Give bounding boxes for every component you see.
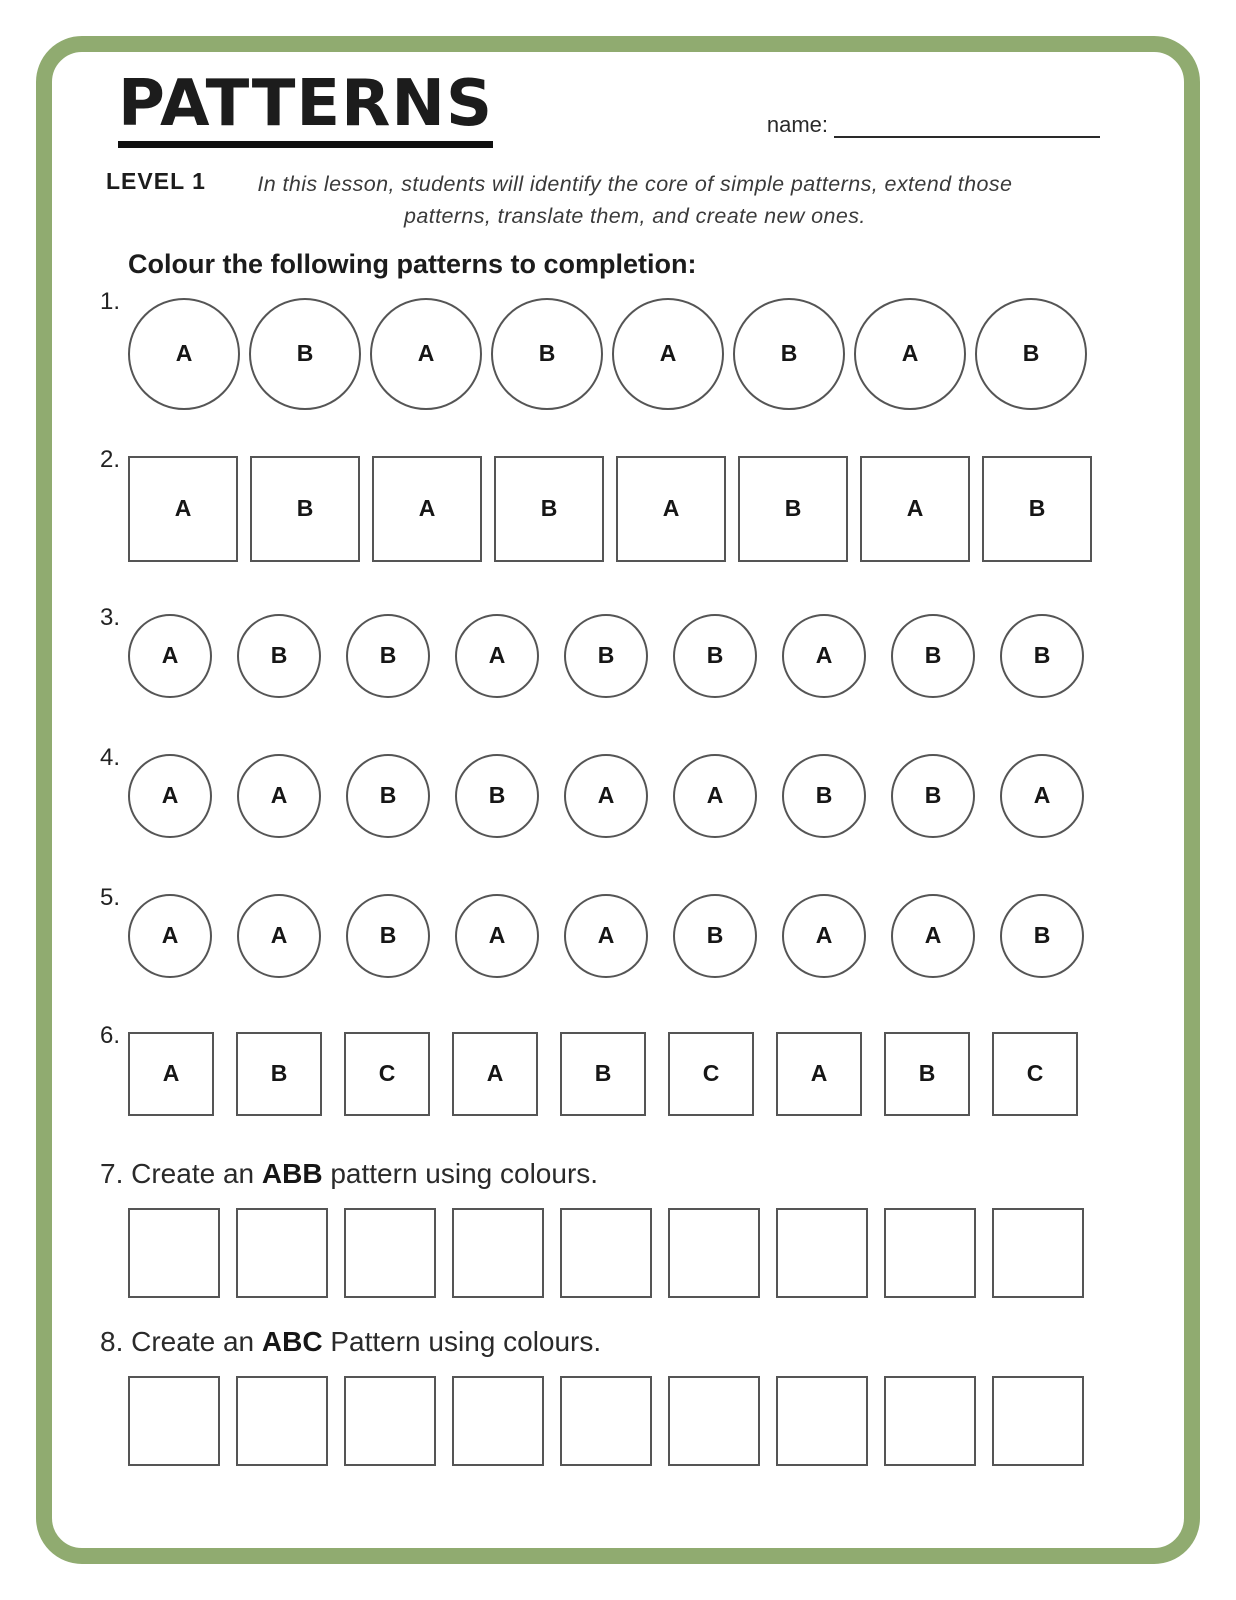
shape-letter: A [906,495,924,521]
empty-colour-box [344,1208,436,1298]
shape-letter: B [815,782,833,808]
circle-cell [564,754,648,838]
circle-cell [673,614,757,698]
shape-letter: B [296,495,314,521]
shape-letter: B [1033,642,1051,668]
shape-letter: B [918,1060,936,1086]
empty-colour-box [128,1208,220,1298]
empty-colour-box [992,1376,1084,1466]
shape-letter: A [662,495,680,521]
shape-letter: A [815,642,833,668]
circle-cell [564,614,648,698]
square-cell [560,1032,646,1116]
shape-track [128,614,1100,698]
shape-track [128,1032,1100,1116]
circle-cell [346,754,430,838]
task-instruction [100,1326,1100,1358]
empty-colour-box [560,1376,652,1466]
row-number: 6. [100,1021,121,1049]
shape-letter: A [924,922,942,948]
shape-letter: C [1026,1060,1044,1086]
shape-letter: A [706,782,724,808]
shape-letter: B [540,495,558,521]
pattern-row [100,883,1100,978]
worksheet-content [100,67,1100,1494]
circle-cell [128,298,240,410]
task-suffix: Pattern using colours. [330,1325,602,1357]
circle-cell [128,894,212,978]
empty-colour-box [452,1376,544,1466]
shape-track [128,894,1100,978]
circle-cell [346,614,430,698]
square-cell [128,1032,214,1116]
shape-letter: B [1022,340,1040,366]
circle-cell [491,298,603,410]
circle-cell [1000,894,1084,978]
row-number: 5. [100,883,121,911]
shape-letter: B [597,642,615,668]
square-cell [452,1032,538,1116]
shape-letter: B [1033,922,1051,948]
task-boxes [128,1376,1100,1466]
task-number: 8. [100,1325,124,1357]
shape-letter: B [488,782,506,808]
task-prefix: Create an [131,1157,255,1189]
row-number: 2. [100,445,121,473]
shape-letter: B [924,782,942,808]
shape-letter: B [780,340,798,366]
circle-cell [237,614,321,698]
square-cell [992,1032,1078,1116]
circle-cell [975,298,1087,410]
circle-cell [455,894,539,978]
shape-letter: A [488,642,506,668]
shape-track [128,456,1100,562]
circle-cell [673,754,757,838]
task-suffix: pattern using colours. [330,1157,599,1189]
circle-cell [455,614,539,698]
instruction-heading: Colour the following patterns to completion: [128,248,697,279]
shape-letter: B [594,1060,612,1086]
task-pattern-name: ABB [261,1157,323,1189]
shape-letter: A [161,922,179,948]
shape-letter: A [161,642,179,668]
circle-cell [782,754,866,838]
square-cell [128,456,238,562]
shape-letter: B [784,495,802,521]
circle-cell [612,298,724,410]
empty-colour-box [452,1208,544,1298]
shape-letter: B [379,642,397,668]
shape-letter: A [270,782,288,808]
circle-cell [1000,614,1084,698]
empty-colour-box [776,1208,868,1298]
circle-cell [128,614,212,698]
circle-cell [891,614,975,698]
square-cell [372,456,482,562]
shape-letter: A [161,782,179,808]
task-instruction [100,1158,1100,1190]
circle-cell [346,894,430,978]
empty-colour-box [344,1376,436,1466]
lesson-description: In this lesson, students will identify the core of simple patterns, extend those patterns, translate them, and create new ones. [257,172,1013,229]
circle-cell [128,754,212,838]
circle-cell [782,894,866,978]
square-cell [738,456,848,562]
shape-letter: B [379,922,397,948]
empty-colour-box [560,1208,652,1298]
circle-cell [891,894,975,978]
shape-track [128,298,1100,410]
shape-letter: A [597,922,615,948]
empty-colour-box [884,1376,976,1466]
shape-letter: A [810,1060,828,1086]
create-task [100,1326,1100,1466]
shape-letter: A [162,1060,180,1086]
shape-letter: A [815,922,833,948]
circle-cell [249,298,361,410]
empty-colour-box [776,1376,868,1466]
shape-letter: B [296,340,314,366]
square-cell [236,1032,322,1116]
shape-letter: A [418,495,436,521]
shape-letter: A [270,922,288,948]
shape-letter: B [270,642,288,668]
shape-letter: B [270,1060,288,1086]
row-number: 3. [100,603,121,631]
pattern-row [100,1021,1100,1116]
shape-letter: B [538,340,556,366]
pattern-row [100,743,1100,838]
shape-letter: A [659,340,677,366]
shape-letter: A [417,340,435,366]
square-cell [776,1032,862,1116]
shape-letter: B [924,642,942,668]
shape-letter: A [597,782,615,808]
level-section [100,168,1100,233]
empty-colour-box [668,1208,760,1298]
pattern-row [100,287,1100,410]
shape-letter: A [174,495,192,521]
shape-letter: A [486,1060,504,1086]
circle-cell [1000,754,1084,838]
task-pattern-name: ABC [261,1325,323,1357]
pattern-row [100,445,1100,562]
circle-cell [237,894,321,978]
square-cell [616,456,726,562]
circle-cell [782,614,866,698]
shape-letter: A [1033,782,1051,808]
empty-colour-box [236,1376,328,1466]
circle-cell [733,298,845,410]
name-fill-line [834,118,1100,138]
row-number: 4. [100,743,121,771]
task-boxes [128,1208,1100,1298]
row-number: 1. [100,287,121,315]
shape-letter: B [379,782,397,808]
empty-colour-box [128,1376,220,1466]
shape-letter: A [175,340,193,366]
empty-colour-box [884,1208,976,1298]
circle-cell [854,298,966,410]
square-cell [860,456,970,562]
header [100,67,1100,148]
shape-letter: B [706,642,724,668]
square-cell [344,1032,430,1116]
empty-colour-box [992,1208,1084,1298]
empty-colour-box [236,1208,328,1298]
task-number: 7. [100,1157,124,1189]
task-prefix: Create an [131,1325,255,1357]
circle-cell [891,754,975,838]
empty-colour-box [668,1376,760,1466]
shape-letter: A [901,340,919,366]
shape-letter: B [1028,495,1046,521]
circle-cell [370,298,482,410]
square-cell [250,456,360,562]
page-title: PATTERNS [118,72,493,148]
name-label: name: [766,112,828,137]
circle-cell [673,894,757,978]
square-cell [982,456,1092,562]
circle-cell [455,754,539,838]
level-label: LEVEL 1 [106,168,206,194]
create-task [100,1158,1100,1298]
square-cell [884,1032,970,1116]
shape-letter: B [706,922,724,948]
circle-cell [564,894,648,978]
name-block [767,112,1100,138]
shape-letter: C [702,1060,720,1086]
square-cell [668,1032,754,1116]
pattern-row [100,603,1100,698]
shape-track [128,754,1100,838]
circle-cell [237,754,321,838]
square-cell [494,456,604,562]
shape-letter: A [488,922,506,948]
shape-letter: C [378,1060,396,1086]
